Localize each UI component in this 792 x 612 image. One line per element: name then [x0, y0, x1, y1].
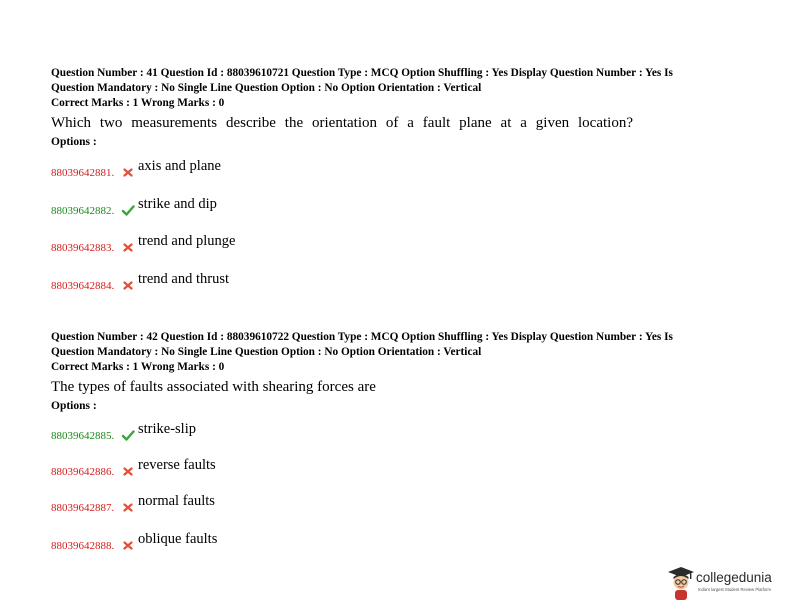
option-text: trend and plunge: [138, 233, 236, 249]
cross-icon: [121, 166, 135, 179]
check-icon: [121, 204, 135, 217]
cross-icon: [121, 465, 135, 478]
option-row: [51, 271, 230, 292]
question-marks: Correct Marks : 1 Wrong Marks : 0: [51, 97, 225, 109]
option-id: 88039642883.: [51, 242, 115, 254]
option-id: 88039642881.: [51, 167, 115, 179]
cross-icon: [121, 501, 135, 514]
option-id: 88039642885.: [51, 430, 115, 442]
question-block-41: [51, 66, 751, 292]
option-text: oblique faults: [138, 531, 218, 547]
question-marks: Correct Marks : 1 Wrong Marks : 0: [51, 361, 225, 373]
question-meta-line2: Question Mandatory : No Single Line Question Option : No Option Orientation : Vertical: [51, 346, 482, 358]
question-text: Which two measurements describe the orientation of a fault plane at a given location?: [51, 115, 633, 131]
option-text: trend and thrust: [138, 271, 230, 287]
cross-icon: [121, 539, 135, 552]
option-id: 88039642888.: [51, 540, 115, 552]
cross-icon: [121, 279, 135, 292]
options-label: Options :: [51, 136, 97, 148]
option-id: 88039642884.: [51, 280, 115, 292]
option-row: [51, 531, 218, 552]
question-meta-line2: Question Mandatory : No Single Line Question Option : No Option Orientation : Vertical: [51, 82, 482, 94]
option-row: [51, 158, 221, 179]
option-id: 88039642887.: [51, 502, 115, 514]
question-meta-line1: Question Number : 42 Question Id : 88039610722 Question Type : MCQ Option Shuffling : Yes Display Question Number : Yes Is: [51, 331, 673, 343]
option-text: strike-slip: [138, 421, 196, 437]
options-label: Options :: [51, 400, 97, 412]
question-meta-line1: Question Number : 41 Question Id : 88039610721 Question Type : MCQ Option Shuffling : Yes Display Question Number : Yes Is: [51, 67, 673, 79]
question-text: The types of faults associated with shearing forces are: [51, 379, 376, 395]
option-row: [51, 421, 196, 442]
graduate-mascot-icon: [666, 565, 696, 601]
option-row: [51, 493, 215, 514]
option-id: 88039642882.: [51, 205, 115, 217]
option-text: strike and dip: [138, 196, 217, 212]
question-block-42: [51, 330, 751, 552]
logo-tagline: India's largest Student Review Platform: [698, 587, 771, 592]
option-text: axis and plane: [138, 158, 221, 174]
option-text: normal faults: [138, 493, 215, 509]
option-row: [51, 196, 217, 217]
option-text: reverse faults: [138, 457, 216, 473]
check-icon: [121, 429, 135, 442]
option-row: [51, 233, 236, 254]
option-row: [51, 457, 216, 478]
logo-wordmark: collegedunia: [696, 570, 772, 585]
option-id: 88039642886.: [51, 466, 115, 478]
cross-icon: [121, 241, 135, 254]
collegedunia-logo: [666, 565, 786, 601]
